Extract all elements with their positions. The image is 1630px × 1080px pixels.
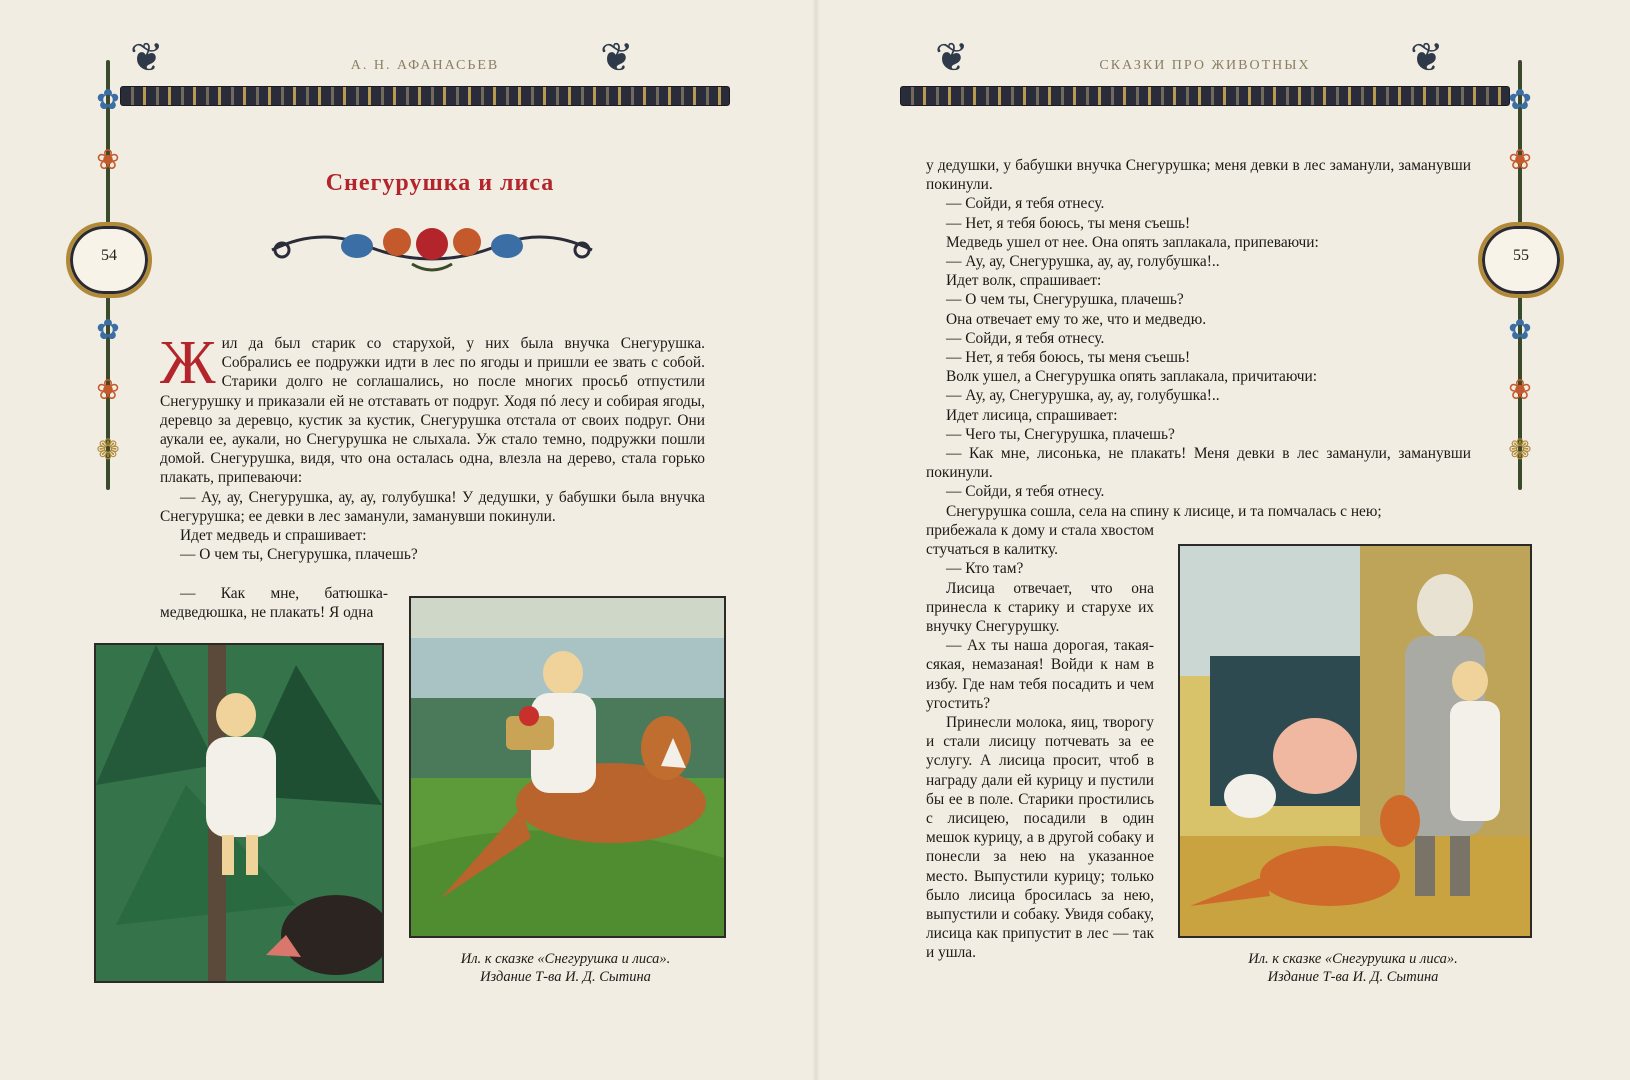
- paragraph: — Нет, я тебя боюсь, ты меня съешь!: [946, 214, 1191, 232]
- paragraph: Снегурушка сошла, села на спину к лисице, и та помчалась с нею;: [946, 502, 1382, 520]
- illustration-girl-on-fox: [409, 596, 726, 938]
- paragraph: Волк ушел, а Снегурушка опять заплакала, причитаючи:: [946, 368, 1318, 386]
- griffin-ornament-icon: ❦: [600, 35, 634, 81]
- illustration-fox-brings-girl-home: [1178, 544, 1532, 938]
- drop-cap: Ж: [160, 329, 216, 397]
- illustration-girl-in-tree: [94, 643, 384, 983]
- floral-vine-icon: ✿: [96, 83, 120, 116]
- paragraph: Медведь ушел от нее. Она опять заплакала, припеваючи:: [946, 233, 1319, 251]
- paragraph: — О чем ты, Снегурушка, плачешь?: [180, 546, 418, 564]
- left-page-number: 54: [101, 247, 117, 264]
- paragraph: — Нет, я тебя боюсь, ты меня съешь!: [946, 349, 1191, 367]
- right-header-band: [900, 86, 1510, 106]
- paragraph: — Кто там?: [946, 560, 1024, 578]
- floral-vine-icon: ❀: [1508, 373, 1532, 406]
- floral-vine-icon: ❀: [96, 143, 120, 176]
- paragraph: — О чем ты, Снегурушка, плачешь?: [946, 291, 1184, 309]
- left-running-head-label: А. Н. АФАНАСЬЕВ: [350, 58, 500, 73]
- paragraph: прибежала к дому и стала хвостом стучаться в калитку.: [926, 522, 1154, 559]
- paragraph: Жил да был старик со старухой, у них была внучка Снегурушка. Собрались ее подружки идти в лес по ягоды и пришли ее звать с собой. Старики долго не соглашались, но после многих просьб отпустили Снегурушку и приказали ей не отставать от подруг. Ходя пó лесу и собирая ягоды, деревцо за деревцо, кустик за кустик, Снегурушка отстала от своих подруг. Они аукали ее, аукали, но Снегурушка не слыхала. Уж стало темно, подружки пошли домой. Снегурушка, видя, что она осталась одна, влезла на дерево, стала горько плакать, припеваючи:: [160, 329, 705, 487]
- paragraph: — Сойди, я тебя отнесу.: [946, 483, 1105, 501]
- paragraph: — Ау, ау, Снегурушка, ау, ау, голубушка!..: [946, 387, 1220, 405]
- paragraph: у дедушки, у бабушки внучка Снегурушка; меня девки в лес заманули, заманувши покинули.: [926, 157, 1471, 194]
- paragraph: Принесли молока, яиц, творогу и стали лисицу потчевать за ее услугу. А лисица просит, чтоб в награду дали ей курицу и пустили бы ее в поле. Старики простились с лисицею, посадили в один мешок курицу, а в другой собаку и понесли за нею на указанное место. Выпустили курицу; только было лисица бросилась за нею, выпустили и собаку. Увидя собаку, лисица как припустит в лес — так и ушла.: [926, 714, 1154, 962]
- floral-vine-icon: ❀: [96, 373, 120, 406]
- story-title: Снегурушка и лиса: [325, 170, 555, 196]
- paragraph: — Как мне, батюшка-медведюшка, не плакать! Я одна: [160, 585, 388, 622]
- left-page-number-frame: [66, 222, 152, 298]
- griffin-ornament-icon: ❦: [130, 35, 164, 81]
- left-body-text: [160, 329, 705, 564]
- left-caption: Ил. к сказке «Снегурушка и лиса». Издание Т-ва И. Д. Сытина: [460, 951, 671, 985]
- right-page-number: 55: [1513, 247, 1529, 264]
- floral-ornament-icon: [262, 220, 602, 278]
- floral-vine-icon: ❀: [1508, 143, 1532, 176]
- griffin-ornament-icon: ❦: [1410, 35, 1444, 81]
- paragraph: — Ах ты наша дорогая, такая-сякая, немазаная! Войди к нам в избу. Где нам тебя посадить и чем угостить?: [926, 637, 1154, 712]
- left-header-band: [120, 86, 730, 106]
- right-page-number-frame: [1478, 222, 1564, 298]
- paragraph: Идет медведь и спрашивает:: [180, 527, 367, 545]
- floral-vine-icon: ❁: [1508, 433, 1532, 466]
- floral-vine-icon: ✿: [1508, 313, 1532, 346]
- paragraph: Идет волк, спрашивает:: [946, 272, 1102, 290]
- paragraph: Идет лисица, спрашивает:: [946, 406, 1118, 424]
- right-caption: Ил. к сказке «Снегурушка и лиса». Издание Т-ва И. Д. Сытина: [1248, 951, 1458, 985]
- paragraph: — Сойди, я тебя отнесу.: [946, 329, 1105, 347]
- floral-vine-icon: ✿: [96, 313, 120, 346]
- paragraph: — Ау, ау, Снегурушка, ау, ау, голубушка!..: [946, 253, 1220, 271]
- paragraph: — Ау, ау, Снегурушка, ау, ау, голубушка! У дедушки, у бабушки была внучка Снегурушка; ее девки в лес заманули, заманувши покинули.: [160, 488, 705, 525]
- paragraph: Лисица отвечает, что она принесла к старику и старухе их внучку Снегурушку.: [926, 579, 1154, 636]
- floral-vine-icon: ❁: [96, 433, 120, 466]
- paragraph: Она отвечает ему то же, что и медведю.: [946, 310, 1207, 328]
- griffin-ornament-icon: ❦: [935, 35, 969, 81]
- paragraph: — Чего ты, Снегурушка, плачешь?: [946, 425, 1175, 443]
- paragraph: — Как мне, лисонька, не плакать! Меня девки в лес заманули, заманувши покинули.: [926, 445, 1471, 482]
- left-running-head: [120, 35, 730, 81]
- right-body-text: [926, 156, 1471, 521]
- left-body-text-narrow: [160, 584, 388, 622]
- paragraph: — Сойди, я тебя отнесу.: [946, 195, 1105, 213]
- right-running-head-label: СКАЗКИ ПРО ЖИВОТНЫХ: [1099, 58, 1311, 73]
- floral-vine-icon: ✿: [1508, 83, 1532, 116]
- book-gutter: [812, 0, 820, 1080]
- right-body-text-narrow: [926, 521, 1154, 963]
